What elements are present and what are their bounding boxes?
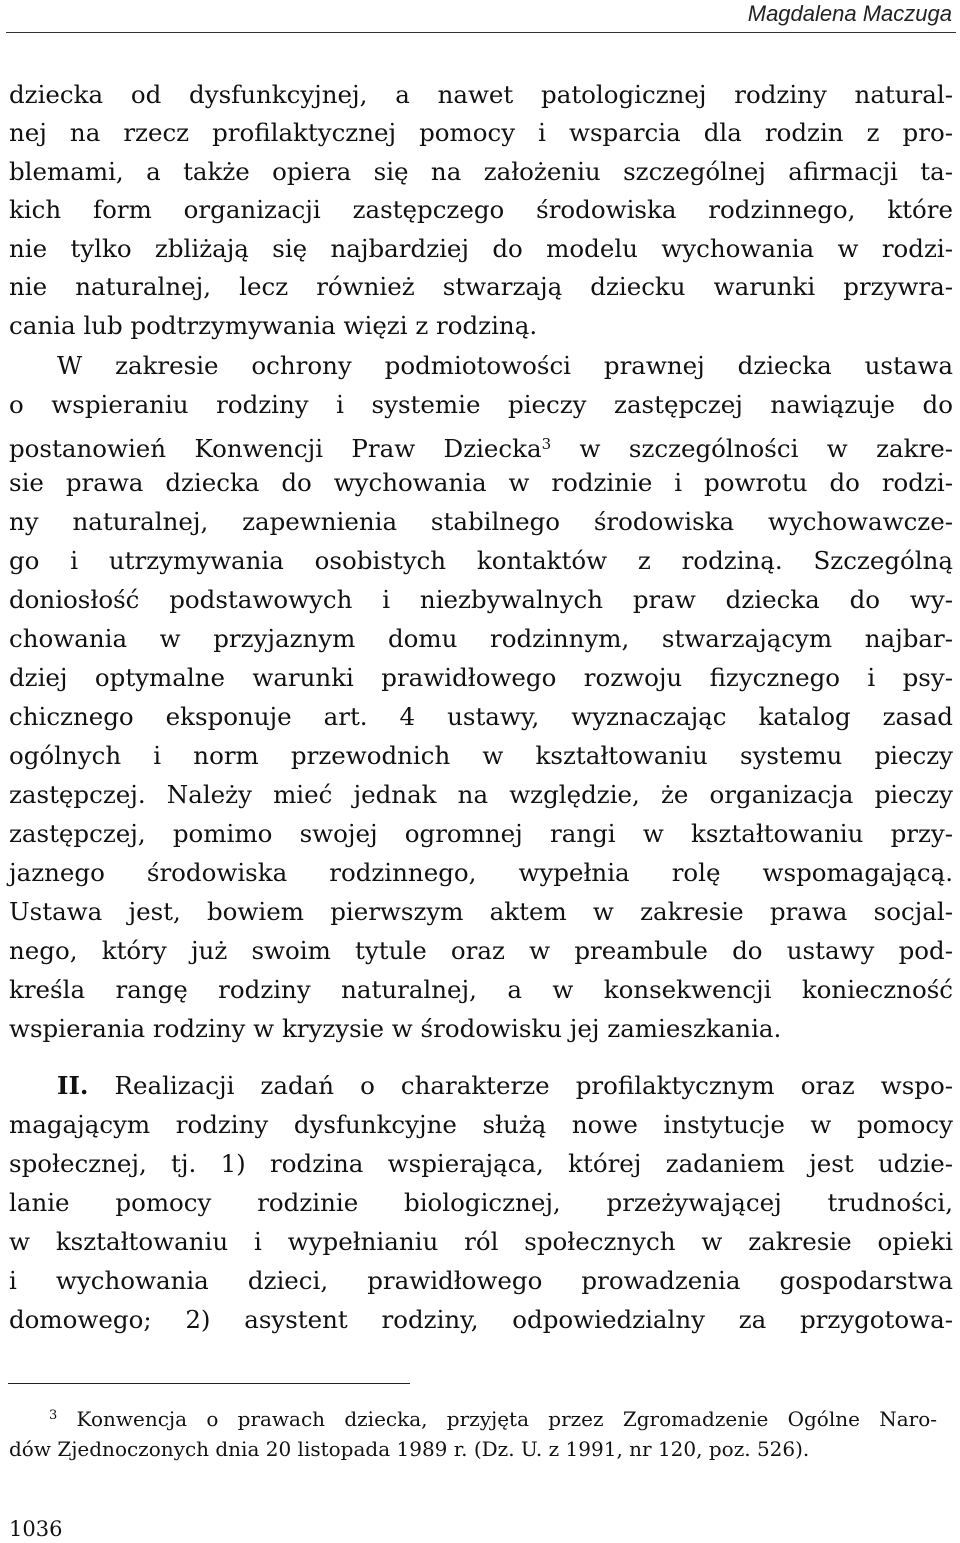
header-rule xyxy=(6,32,956,33)
text-line: chowania w przyjaznym domu rodzinnym, stwarzającym najbar- xyxy=(9,624,953,653)
text-line: blemami, a także opiera się na założeniu szczególnej afirmacji ta- xyxy=(9,157,953,186)
paragraph-start-line: W zakresie ochrony podmiotowości prawnej dziecka ustawa xyxy=(57,351,953,380)
text-line: kich form organizacji zastępczego środowiska rodzinnego, które xyxy=(9,195,953,224)
text-line: zastępczej, pomimo swojej ogromnej rangi w kształtowaniu przy- xyxy=(9,819,953,848)
text-line: ny naturalnej, zapewnienia stabilnego środowiska wychowawcze- xyxy=(9,507,953,536)
text-line-with-footnote-ref xyxy=(9,428,953,463)
text-line: magającym rodziny dysfunkcyjne służą nowe instytucje w pomocy xyxy=(9,1110,953,1139)
text-line: kreśla rangę rodziny naturalnej, a w konsekwencji konieczność xyxy=(9,975,953,1004)
text-line: zastępczej. Należy mieć jednak na względzie, że organizacja pieczy xyxy=(9,780,953,809)
text-line: dziej optymalne warunki prawidłowego rozwoju fizycznego i psy- xyxy=(9,663,953,692)
footnote-marker: 3 xyxy=(49,1408,58,1423)
text-segment: postanowień Konwencji Praw Dziecka xyxy=(9,434,542,463)
text-line: nie naturalnej, lecz również stwarzają dziecku warunki przywra- xyxy=(9,272,953,301)
section-start-line xyxy=(57,1070,953,1102)
text-line: w kształtowaniu i wypełnianiu ról społecznych w zakresie opieki xyxy=(9,1227,953,1256)
text-line: lanie pomocy rodzinie biologicznej, przeżywającej trudności, xyxy=(9,1188,953,1217)
text-line: i wychowania dzieci, prawidłowego prowadzenia gospodarstwa xyxy=(9,1266,953,1295)
text-line: domowego; 2) asystent rodziny, odpowiedzialny za przygotowa- xyxy=(9,1305,953,1334)
section-number: II. xyxy=(57,1071,89,1100)
footnote-text: Konwencja o prawach dziecka, przyjęta przez Zgromadzenie Ogólne Naro- xyxy=(57,1407,937,1431)
running-header-author: Magdalena Maczuga xyxy=(747,1,952,26)
text-line: ogólnych i norm przewodnich w kształtowaniu systemu pieczy xyxy=(9,741,953,770)
text-line: o wspieraniu rodziny i systemie pieczy zastępczej nawiązuje do xyxy=(9,390,953,419)
text-line: cania lub podtrzymywania więzi z rodziną. xyxy=(9,311,538,340)
text-line: doniosłość podstawowych i niezbywalnych praw dziecka do wy- xyxy=(9,585,953,614)
text-line: Ustawa jest, bowiem pierwszym aktem w zakresie prawa socjal- xyxy=(9,897,953,926)
text-line: dziecka od dysfunkcyjnej, a nawet patologicznej rodziny natural- xyxy=(9,80,953,109)
footnote-reference: 3 xyxy=(541,435,552,453)
footnote-rule xyxy=(8,1383,410,1384)
footnote-line xyxy=(49,1402,937,1430)
text-line: społecznej, tj. 1) rodzina wspierająca, której zadaniem jest udzie- xyxy=(9,1149,953,1178)
text-line: wspierania rodziny w kryzysie w środowisku jej zamieszkania. xyxy=(9,1014,782,1043)
text-line: chicznego eksponuje art. 4 ustawy, wyznaczając katalog zasad xyxy=(9,702,953,731)
text-line: sie prawa dziecka do wychowania w rodzinie i powrotu do rodzi- xyxy=(9,468,953,497)
text-line: nej na rzecz profilaktycznej pomocy i wsparcia dla rodzin z pro- xyxy=(9,118,953,147)
text-line: nie tylko zbliżają się najbardziej do modelu wychowania w rodzi- xyxy=(9,234,953,263)
text-line: go i utrzymywania osobistych kontaktów z rodziną. Szczególną xyxy=(9,546,953,575)
text-segment: w szczególności w zakre- xyxy=(551,434,953,463)
footnote-line: dów Zjednoczonych dnia 20 listopada 1989 r. (Dz. U. z 1991, nr 120, poz. 526). xyxy=(9,1437,810,1461)
text-line: nego, który już swoim tytule oraz w preambule do ustawy pod- xyxy=(9,936,953,965)
page-number: 1036 xyxy=(9,1517,63,1541)
text-line: jaznego środowiska rodzinnego, wypełnia rolę wspomagającą. xyxy=(9,858,953,887)
text-segment: Realizacji zadań o charakterze profilaktycznym oraz wspo- xyxy=(88,1071,953,1100)
